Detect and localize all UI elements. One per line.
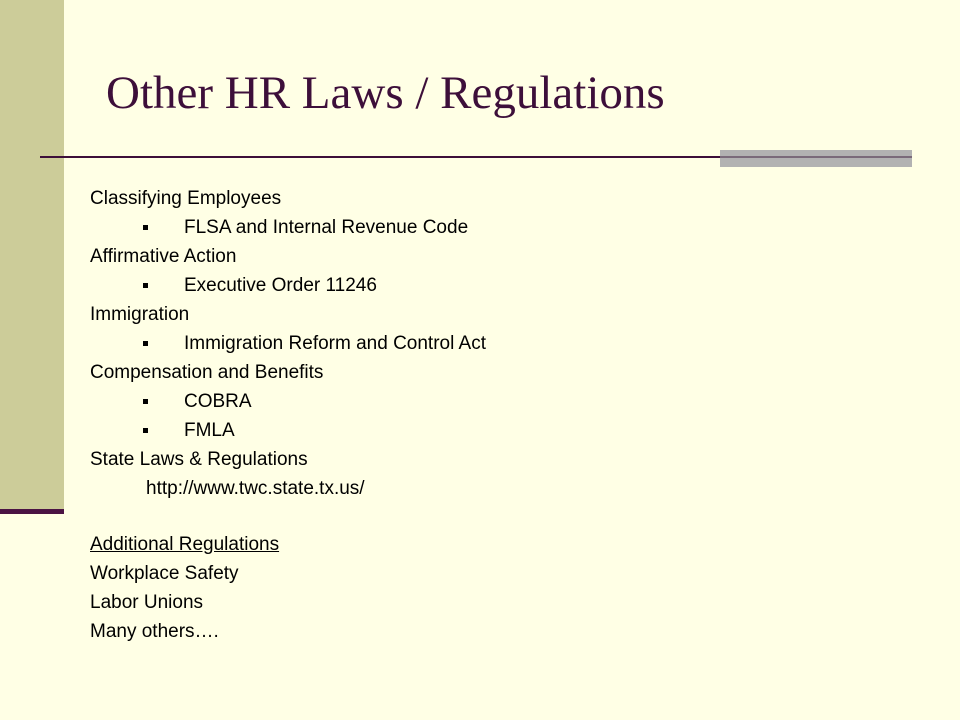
list-item: State Laws & Regulations xyxy=(90,449,308,470)
sub-list-item xyxy=(90,416,890,445)
sub-list-item-label: Executive Order 11246 xyxy=(184,275,377,296)
additional-item: Labor Unions xyxy=(90,592,204,613)
additional-heading-label: Additional Regulations xyxy=(90,534,280,555)
sub-list-item-label: FMLA xyxy=(184,420,235,441)
sub-list-item-label: COBRA xyxy=(184,391,252,412)
list-item: Classifying Employees xyxy=(90,188,282,209)
sub-list-item-label: Immigration Reform and Control Act xyxy=(184,333,487,354)
sub-list-item-label: FLSA and Internal Revenue Code xyxy=(184,217,469,238)
title-divider-accent xyxy=(720,150,912,167)
sub-list-item xyxy=(90,387,890,416)
slide-title: Other HR Laws / Regulations xyxy=(106,67,665,119)
title-divider-accent-line xyxy=(720,156,912,158)
square-bullet-icon xyxy=(143,283,148,288)
title-divider xyxy=(40,156,720,158)
square-bullet-icon xyxy=(143,428,148,433)
left-bar-accent xyxy=(0,509,64,514)
list-item: Immigration xyxy=(90,304,190,325)
left-decorative-bar xyxy=(0,0,64,512)
additional-item: Workplace Safety xyxy=(90,563,239,584)
sub-list-item xyxy=(90,213,890,242)
additional-heading xyxy=(90,530,890,559)
sub-list-item xyxy=(90,271,890,300)
square-bullet-icon xyxy=(143,341,148,346)
sub-list-item xyxy=(90,329,890,358)
list-item: Compensation and Benefits xyxy=(90,362,324,383)
list-item: Affirmative Action xyxy=(90,246,237,267)
spacer xyxy=(90,503,890,530)
square-bullet-icon xyxy=(143,225,148,230)
state-laws-link[interactable]: http://www.twc.state.tx.us/ xyxy=(146,478,365,499)
additional-item: Many others…. xyxy=(90,621,219,642)
slide-body xyxy=(90,184,890,646)
square-bullet-icon xyxy=(143,399,148,404)
